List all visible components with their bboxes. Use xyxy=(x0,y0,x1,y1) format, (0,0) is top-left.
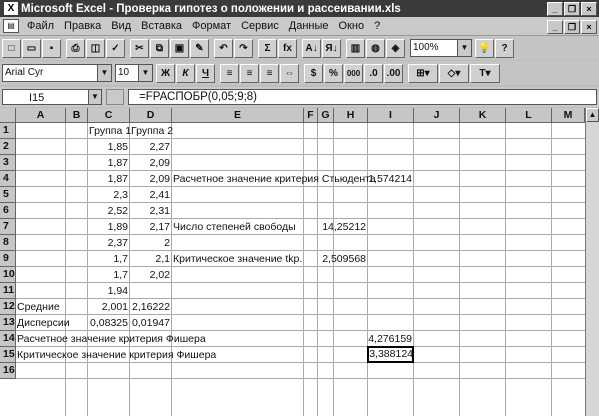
column-header-h[interactable]: H xyxy=(334,108,368,123)
cell-c4[interactable]: 1,87 xyxy=(107,173,128,185)
open-icon[interactable]: ▭ xyxy=(22,39,41,58)
column-header-c[interactable]: C xyxy=(88,108,130,123)
cell-c6[interactable]: 2,52 xyxy=(107,205,128,217)
new-icon[interactable]: □ xyxy=(2,39,21,58)
menu-view[interactable]: Вид xyxy=(111,20,132,32)
formula-cancel-button[interactable] xyxy=(106,89,124,105)
menu-tools[interactable]: Сервис xyxy=(241,20,279,32)
row-header-6[interactable]: 6 xyxy=(0,203,16,219)
cell-h9[interactable]: 2,509568 xyxy=(322,253,366,265)
cell-i4[interactable]: 1,574214 xyxy=(368,173,412,185)
cell-d2[interactable]: 2,27 xyxy=(149,141,170,153)
spelling-icon[interactable]: ✓ xyxy=(106,39,125,58)
bold-button[interactable]: Ж xyxy=(156,64,175,83)
cell-d6[interactable]: 2,31 xyxy=(149,205,170,217)
menu-edit[interactable]: Правка xyxy=(64,20,102,32)
cell-c2[interactable]: 1,85 xyxy=(107,141,128,153)
currency-icon[interactable]: $ xyxy=(304,64,323,83)
cell-d8[interactable]: 2 xyxy=(164,237,170,249)
menu-insert[interactable]: Вставка xyxy=(141,20,183,32)
document-icon[interactable]: ▤ xyxy=(3,19,19,33)
cell-d10[interactable]: 2,02 xyxy=(149,269,170,281)
align-center-icon[interactable]: ≡ xyxy=(240,64,259,83)
cell-d4[interactable]: 2,09 xyxy=(149,173,170,185)
gridline xyxy=(171,123,172,416)
chevron-down-icon[interactable]: ▼ xyxy=(138,65,152,81)
minimize-button[interactable]: _ xyxy=(547,2,563,16)
cell-c1[interactable]: Группа 1 xyxy=(89,125,132,137)
worksheet-grid[interactable] xyxy=(0,108,599,416)
percent-button[interactable]: % xyxy=(324,64,343,83)
cell-d12[interactable]: 2,16222 xyxy=(132,301,170,313)
formatting-toolbar xyxy=(0,61,599,85)
row-header-14[interactable]: 14 xyxy=(0,331,16,347)
row-header-9[interactable]: 9 xyxy=(0,251,16,267)
merge-center-icon[interactable]: ⇔ xyxy=(280,64,299,83)
doc-minimize-button[interactable]: _ xyxy=(547,20,563,34)
redo-icon[interactable]: ↷ xyxy=(234,39,253,58)
chevron-down-icon[interactable]: ▼ xyxy=(457,40,471,56)
column-header-l[interactable]: L xyxy=(506,108,552,123)
column-header-b[interactable]: B xyxy=(66,108,88,123)
gridline xyxy=(65,123,66,416)
italic-button[interactable]: К xyxy=(176,64,195,83)
menu-bar xyxy=(0,17,599,36)
menu-window[interactable]: Окно xyxy=(338,20,365,32)
cell-a13[interactable]: Дисперсии xyxy=(17,317,70,329)
cell-c10[interactable]: 1,7 xyxy=(113,269,128,281)
row-header-8[interactable]: 8 xyxy=(0,235,16,251)
paste-icon[interactable]: ▣ xyxy=(170,39,189,58)
row-header-15[interactable]: 15 xyxy=(0,347,16,363)
function-wizard-icon[interactable]: fx xyxy=(278,39,297,58)
vertical-scrollbar[interactable] xyxy=(585,108,599,416)
cell-a12[interactable]: Средние xyxy=(17,301,60,313)
cell-d3[interactable]: 2,09 xyxy=(149,157,170,169)
autosum-icon[interactable]: Σ xyxy=(258,39,277,58)
print-icon[interactable]: ⎙ xyxy=(66,39,85,58)
cell-d5[interactable]: 2,41 xyxy=(149,189,170,201)
window-controls xyxy=(547,2,597,16)
row-header-13[interactable]: 13 xyxy=(0,315,16,331)
row-header-2[interactable]: 2 xyxy=(0,139,16,155)
gridline xyxy=(367,123,368,416)
menu-file[interactable]: Файл xyxy=(27,20,55,32)
sort-ascending-icon[interactable]: A↓ xyxy=(302,39,321,58)
format-painter-icon[interactable]: ✎ xyxy=(190,39,209,58)
column-header-d[interactable]: D xyxy=(130,108,172,123)
zoom-select[interactable] xyxy=(410,39,472,57)
cell-c11[interactable]: 1,94 xyxy=(107,285,128,297)
cell-c9[interactable]: 1,7 xyxy=(113,253,128,265)
undo-icon[interactable]: ↶ xyxy=(214,39,233,58)
sort-descending-icon[interactable]: Я↓ xyxy=(322,39,341,58)
cell-d9[interactable]: 2,1 xyxy=(155,253,170,265)
print-preview-icon[interactable]: ◫ xyxy=(86,39,105,58)
decrease-decimal-icon[interactable]: .00 xyxy=(384,64,403,83)
cell-c8[interactable]: 2,37 xyxy=(107,237,128,249)
row-header-4[interactable]: 4 xyxy=(0,171,16,187)
font-select[interactable] xyxy=(2,64,112,82)
gridline xyxy=(303,123,304,416)
gridline xyxy=(459,123,460,416)
select-all-corner[interactable] xyxy=(0,108,16,123)
map-icon[interactable]: ◍ xyxy=(366,39,385,58)
cell-c12[interactable]: 2,001 xyxy=(101,301,128,313)
help-icon[interactable]: ? xyxy=(495,39,514,58)
font-value: Arial Cyr xyxy=(5,67,44,78)
gridline xyxy=(317,123,318,416)
title-bar xyxy=(0,0,599,17)
borders-icon[interactable]: ⊞▾ xyxy=(408,64,438,83)
column-header-e[interactable]: E xyxy=(172,108,304,123)
menu-format[interactable]: Формат xyxy=(192,20,232,32)
column-header-m[interactable]: M xyxy=(552,108,585,123)
row-header-11[interactable]: 11 xyxy=(0,283,16,299)
menu-data[interactable]: Данные xyxy=(288,20,329,32)
document-window-controls xyxy=(547,20,597,34)
thousands-button[interactable]: 000 xyxy=(344,64,363,83)
formula-bar xyxy=(0,87,599,107)
cut-icon[interactable]: ✂ xyxy=(130,39,149,58)
cell-c3[interactable]: 1,87 xyxy=(107,157,128,169)
align-right-icon[interactable]: ≡ xyxy=(260,64,279,83)
gridline xyxy=(333,123,334,416)
formula-input[interactable]: =FРАСПОБР(0,05;9;8) xyxy=(128,89,597,105)
fill-color-icon[interactable]: ◇▾ xyxy=(439,64,469,83)
column-header-a[interactable]: A xyxy=(16,108,66,123)
font-size-select[interactable] xyxy=(115,64,153,82)
cell-c7[interactable]: 1,89 xyxy=(107,221,128,233)
save-icon[interactable]: ▪ xyxy=(42,39,61,58)
font-size-value: 10 xyxy=(118,67,130,78)
window-title: Microsoft Excel - Проверка гипотез о положении и рассеивании.xls xyxy=(21,2,401,15)
align-left-icon[interactable]: ≡ xyxy=(220,64,239,83)
scroll-up-icon[interactable]: ▲ xyxy=(586,108,599,122)
row-header-16[interactable]: 16 xyxy=(0,363,16,379)
cell-d7[interactable]: 2,17 xyxy=(149,221,170,233)
gridline xyxy=(505,123,506,416)
name-box[interactable] xyxy=(2,89,102,105)
doc-close-button[interactable]: × xyxy=(581,20,597,34)
cell-a15[interactable]: Критическое значение критерия Фишера xyxy=(17,349,217,361)
drawing-icon[interactable]: ◈ xyxy=(386,39,405,58)
cell-i15-selected[interactable]: 3,388124 xyxy=(367,346,414,363)
row-header-3[interactable]: 3 xyxy=(0,155,16,171)
row-header-12[interactable]: 12 xyxy=(0,299,16,315)
chevron-down-icon[interactable]: ▼ xyxy=(97,65,111,81)
font-color-icon[interactable]: T▾ xyxy=(470,64,500,83)
cell-d1[interactable]: Группа 2 xyxy=(131,125,174,137)
cell-c13[interactable]: 0,08325 xyxy=(90,317,128,329)
tipwizard-icon[interactable]: 💡 xyxy=(475,39,494,58)
standard-toolbar xyxy=(0,36,599,60)
zoom-value: 100% xyxy=(413,42,439,53)
copy-icon[interactable]: ⧉ xyxy=(150,39,169,58)
close-button[interactable]: × xyxy=(581,2,597,16)
cell-e4[interactable]: Расчетное значение критерия Стьюдента xyxy=(173,173,376,185)
underline-button[interactable]: Ч xyxy=(196,64,215,83)
column-header-f[interactable]: F xyxy=(304,108,318,123)
column-header-g[interactable]: G xyxy=(318,108,334,123)
chart-wizard-icon[interactable]: ▥ xyxy=(346,39,365,58)
gridline xyxy=(16,378,585,379)
row-header-5[interactable]: 5 xyxy=(0,187,16,203)
increase-decimal-icon[interactable]: .0 xyxy=(364,64,383,83)
cell-a14[interactable]: Расчетное значение критерия Фишера xyxy=(17,333,206,345)
column-header-j[interactable]: J xyxy=(414,108,460,123)
column-header-i[interactable]: I xyxy=(368,108,414,123)
cell-h7[interactable]: 14,25212 xyxy=(322,221,366,233)
cell-c5[interactable]: 2,3 xyxy=(113,189,128,201)
row-header-1[interactable]: 1 xyxy=(0,123,16,139)
chevron-down-icon[interactable]: ▼ xyxy=(88,90,101,104)
cell-e9[interactable]: Критическое значение tkp. xyxy=(173,253,303,265)
excel-app-icon[interactable]: X xyxy=(4,2,18,15)
gridline xyxy=(551,123,552,416)
restore-button[interactable]: ❐ xyxy=(564,2,580,16)
cell-i14[interactable]: 4,276159 xyxy=(368,333,412,345)
column-header-k[interactable]: K xyxy=(460,108,506,123)
doc-restore-button[interactable]: ❐ xyxy=(564,20,580,34)
menu-help[interactable]: ? xyxy=(374,20,381,32)
cell-d13[interactable]: 0,01947 xyxy=(132,317,170,329)
row-header-7[interactable]: 7 xyxy=(0,219,16,235)
cell-e7[interactable]: Число степеней свободы xyxy=(173,221,296,233)
name-box-value: I15 xyxy=(29,92,45,104)
gridline xyxy=(413,123,414,416)
row-header-10[interactable]: 10 xyxy=(0,267,16,283)
